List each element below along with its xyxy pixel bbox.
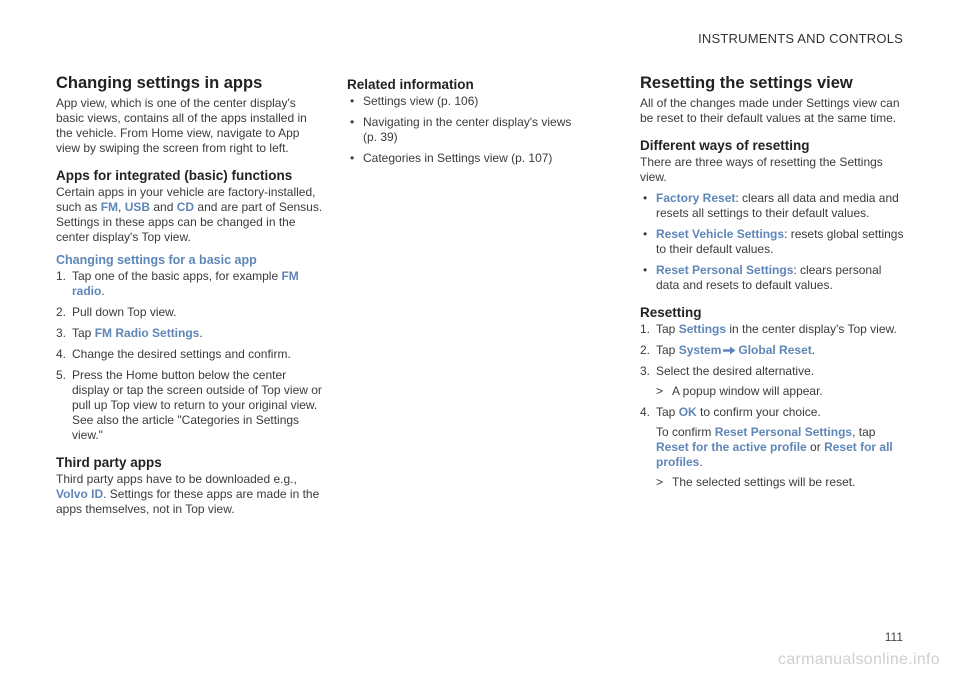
different-ways-intro: There are three ways of resetting the Settings view. (640, 155, 883, 184)
step-number: 2. (640, 343, 651, 357)
step-number: 3. (640, 364, 651, 378)
resetting-steps (640, 322, 908, 490)
bullet: • (643, 191, 648, 205)
text-run: . Settings for these apps are made in the apps themselves, not in Top view. (56, 487, 320, 516)
running-header: INSTRUMENTS AND CONTROLS (698, 31, 903, 46)
usb-label: USB (124, 200, 151, 214)
step-text: Tap (72, 326, 95, 340)
list-item (640, 405, 908, 490)
result-text: The selected settings will be reset. (672, 475, 856, 489)
bullet: • (350, 151, 355, 165)
step-text: . (199, 326, 203, 340)
intro-paragraph: All of the changes made under Settings view can be reset to their default values at the same time. (640, 96, 900, 125)
step-number: 3. (56, 326, 67, 340)
option-name: Reset Personal Settings (656, 263, 794, 277)
page-number: 111 (884, 630, 903, 644)
column-changing-settings (56, 74, 324, 517)
text-run: , (118, 200, 125, 214)
result-marker: > (656, 384, 664, 398)
step-highlight: FM Radio Settings (94, 326, 200, 340)
text-run: or (806, 440, 825, 454)
list-item (56, 326, 324, 341)
text-run: . (699, 455, 703, 469)
fm-label: FM (100, 200, 119, 214)
step-highlight: Global Reset (738, 343, 812, 357)
link-text: Categories in Settings view (p. 107) (363, 151, 553, 165)
step-result (656, 475, 908, 490)
step-highlight: Reset for all profiles (656, 440, 893, 469)
related-information-heading: Related information (347, 77, 474, 92)
step-highlight: System (678, 343, 722, 357)
basic-app-heading: Changing settings for a basic app (56, 253, 257, 267)
step-number: 5. (56, 368, 67, 382)
text-run: and are part of Sensus. Settings in these apps can be changed in the center display's Top view. (56, 200, 323, 244)
arrow-right-icon (723, 346, 736, 355)
related-link[interactable] (347, 115, 583, 145)
option-name: Reset Vehicle Settings (656, 227, 785, 241)
step-text: Change the desired settings and confirm. (72, 347, 291, 361)
list-item (56, 368, 324, 443)
text-run: To confirm (656, 425, 715, 439)
step-subtext (656, 425, 908, 470)
step-highlight: Reset Personal Settings (714, 425, 853, 439)
intro-paragraph: App view, which is one of the center display's basic views, contains all of the apps installed in the vehicle. From Home view, navigate to App view by swiping the screen from right to left. (56, 96, 307, 155)
list-item (640, 364, 908, 399)
step-text: Tap one of the basic apps, for example (72, 269, 282, 283)
list-item (640, 322, 908, 337)
section-title: Resetting the settings view (640, 74, 853, 92)
link-text: Settings view (p. 106) (363, 94, 479, 108)
bullet: • (643, 263, 648, 277)
step-text: . (101, 284, 105, 298)
list-item (640, 343, 908, 358)
bullet: • (643, 227, 648, 241)
step-number: 2. (56, 305, 67, 319)
step-text: Tap (656, 405, 679, 419)
list-item (640, 191, 908, 221)
step-text: Tap (656, 343, 679, 357)
step-highlight: OK (678, 405, 697, 419)
step-highlight: Settings (678, 322, 727, 336)
resetting-heading: Resetting (640, 305, 702, 320)
reset-options (640, 191, 908, 293)
third-party-heading: Third party apps (56, 455, 162, 470)
text-run: , tap (852, 425, 876, 439)
step-highlight: Reset for the active profile (656, 440, 807, 454)
step-result (656, 384, 908, 399)
step-number: 4. (56, 347, 67, 361)
related-links (347, 94, 583, 166)
bullet: • (350, 115, 355, 129)
integrated-apps-paragraph (56, 185, 324, 245)
section-title: Changing settings in apps (56, 74, 263, 92)
option-name: Factory Reset (656, 191, 736, 205)
link-text: Navigating in the center display's views (p. 39) (363, 115, 572, 144)
step-text: . (811, 343, 816, 357)
volvo-id-label: Volvo ID (56, 487, 104, 501)
text-run: Third party apps have to be downloaded e.g., (56, 472, 297, 486)
step-text: Pull down Top view. (72, 305, 177, 319)
step-text: Press the Home button below the center display or tap the screen outside of Top view or pull up Top view to return to your original view. See also the article "Categories in Settings view." (72, 368, 322, 442)
list-item (56, 269, 324, 299)
bullet: • (350, 94, 355, 108)
list-item (56, 347, 324, 362)
step-number: 1. (56, 269, 67, 283)
watermark: carmanualsonline.info (778, 651, 940, 668)
basic-app-steps (56, 269, 324, 443)
step-text: to confirm your choice. (696, 405, 821, 419)
third-party-paragraph (56, 472, 324, 517)
list-item (56, 305, 324, 320)
list-item (640, 263, 908, 293)
option-text: : resets global settings to their default values. (656, 227, 904, 256)
cd-label: CD (176, 200, 195, 214)
related-link[interactable] (347, 151, 583, 166)
step-number: 1. (640, 322, 651, 336)
step-text: Tap (656, 322, 679, 336)
related-link[interactable] (347, 94, 583, 109)
column-resetting (640, 74, 908, 496)
result-marker: > (656, 475, 664, 489)
text-run: and (150, 200, 177, 214)
option-text: : clears personal data and resets to default values. (656, 263, 882, 292)
step-number: 4. (640, 405, 651, 419)
step-highlight: FM radio (72, 269, 299, 298)
step-text: Select the desired alternative. (656, 364, 815, 378)
option-text: : clears all data and media and resets all settings to their default values. (656, 191, 899, 220)
list-item (640, 227, 908, 257)
column-related-information (347, 74, 583, 172)
text-run: Certain apps in your vehicle are factory-installed, such as (56, 185, 316, 214)
different-ways-heading: Different ways of resetting (640, 138, 810, 153)
step-text: in the center display's Top view. (726, 322, 897, 336)
result-text: A popup window will appear. (672, 384, 823, 398)
integrated-apps-heading: Apps for integrated (basic) functions (56, 168, 293, 183)
